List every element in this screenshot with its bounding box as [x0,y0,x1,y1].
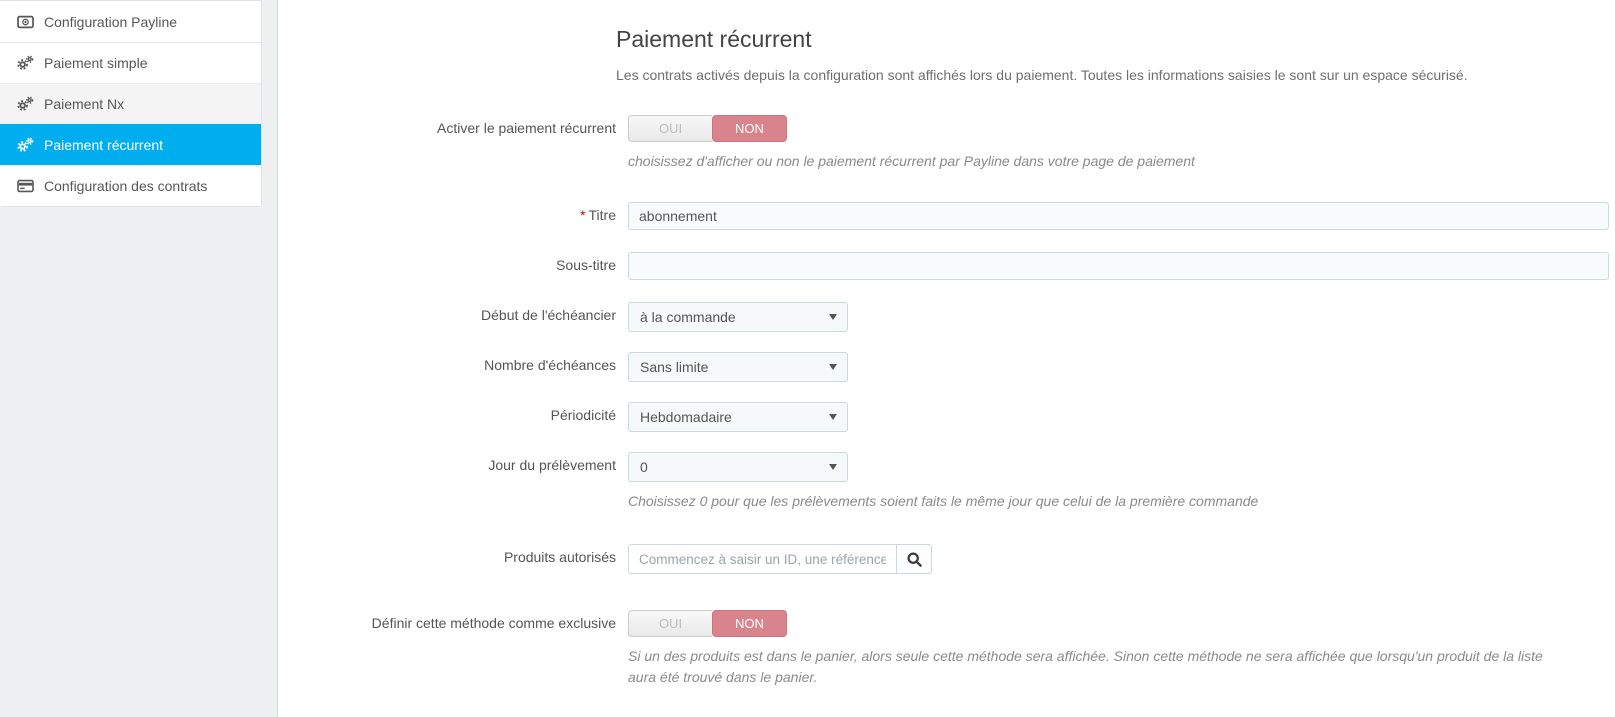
jour-prelevement-select[interactable] [628,452,848,482]
product-search-input[interactable] [628,544,896,574]
caret-down-icon [829,364,837,370]
form-row-methode-exclusive [279,610,1615,687]
debut-echeancier-selected-value: à la commande [640,309,736,326]
sidebar-item-paiement-recurrent[interactable] [0,124,261,165]
activer-switch-oui[interactable]: OUI [628,115,712,142]
activer-switch [628,115,787,142]
form-row-activer [279,115,1615,171]
page-subtitle: Les contrats activés depuis la configuration sont affichés lors du paiement. Toutes les informations saisies le sont sur un espace sécurisé. [616,67,1468,83]
sidebar-item-configuration-contrats[interactable] [0,165,261,206]
banknote-icon [16,15,34,29]
credit-card-icon [16,179,34,193]
sidebar-item-label: Paiement Nx [44,96,125,112]
caret-down-icon [829,314,837,320]
caret-down-icon [829,414,837,420]
cogs-icon [16,96,34,112]
methode-exclusive-switch [628,610,787,637]
nombre-echeances-select[interactable] [628,352,848,382]
sidebar-item-paiement-simple[interactable] [0,42,261,83]
activer-switch-non[interactable]: NON [712,115,787,142]
nombre-echeances-selected-value: Sans limite [640,359,709,376]
form-row-jour-prelevement [279,452,1615,511]
debut-echeancier-label: Début de l'échéancier [481,307,616,324]
product-search-group [628,544,932,574]
sidebar-item-label: Configuration des contrats [44,178,208,194]
periodicite-label: Périodicité [550,407,616,424]
methode-exclusive-switch-non[interactable]: NON [712,610,787,637]
methode-exclusive-switch-oui[interactable]: OUI [628,610,712,637]
sidebar-item-label: Configuration Payline [44,13,178,30]
form-row-titre [279,202,1615,230]
jour-prelevement-selected-value: 0 [640,459,648,476]
periodicite-selected-value: Hebdomadaire [640,409,732,426]
sous-titre-label: Sous-titre [556,257,616,274]
sidebar-item-label: Paiement récurrent [44,137,164,153]
titre-label: * Titre [580,207,616,224]
periodicite-select[interactable] [628,402,848,432]
activer-help-text: choisissez d'afficher ou non le paiement récurrent par Payline dans votre page de paiement [628,152,1195,169]
form-row-nombre-echeances [279,352,1615,382]
product-search-button[interactable] [896,544,932,574]
caret-down-icon [829,464,837,470]
form-row-produits-autorises [279,544,1615,574]
module-tabs-rail [0,0,278,717]
page-title: Paiement récurrent [616,26,812,52]
cogs-icon [16,55,34,71]
module-config-panel [279,0,1615,717]
methode-exclusive-label: Définir cette méthode comme exclusive [371,615,616,632]
form-row-debut-echeancier [279,302,1615,332]
jour-prelevement-help-text: Choisissez 0 pour que les prélèvements soient faits le même jour que celui de la première commande [628,493,1259,510]
nombre-echeances-label: Nombre d'échéances [484,357,616,374]
required-asterisk: * [580,207,586,224]
titre-input[interactable] [628,202,1609,230]
methode-exclusive-help-text: Si un des produits est dans le panier, alors seule cette méthode sera affichée. Sinon cette méthode ne sera affichée que lorsqu'un produit de la liste aura été trouvé dans le panier. [628,648,1543,685]
debut-echeancier-select[interactable] [628,302,848,332]
sidebar-item-label: Paiement simple [44,55,148,71]
activer-label: Activer le paiement récurrent [437,119,616,136]
module-tabs-menu [0,0,262,207]
form-row-periodicite [279,402,1615,432]
sidebar-item-paiement-nx[interactable] [0,83,261,124]
page-header [616,26,1565,85]
recurrent-payment-form [279,115,1615,687]
search-icon [907,552,922,567]
sidebar-item-configuration-payline[interactable] [0,1,261,42]
jour-prelevement-label: Jour du prélèvement [488,457,616,474]
form-row-sous-titre [279,252,1615,280]
produits-autorises-label: Produits autorisés [503,549,616,566]
sous-titre-input[interactable] [628,252,1609,280]
cogs-icon [16,137,34,153]
